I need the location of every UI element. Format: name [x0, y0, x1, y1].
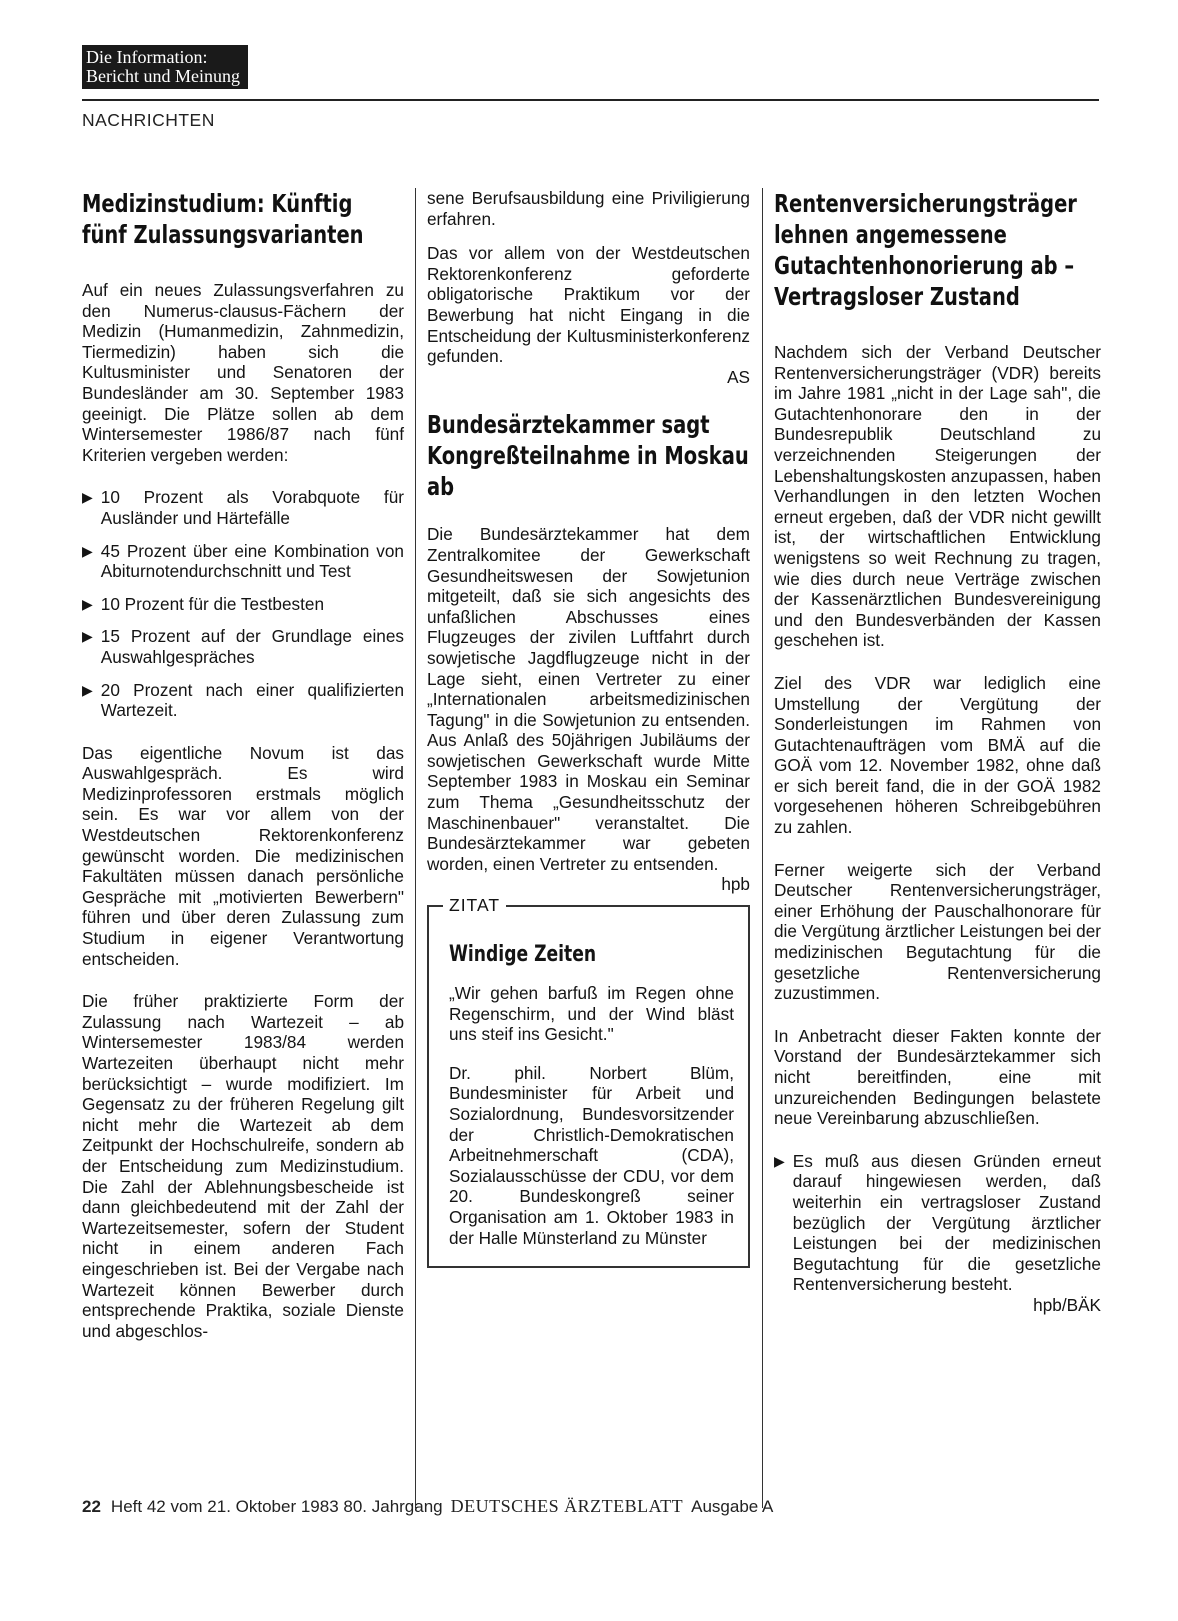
article-title: Bundesärztekammer sagt Kongreßteilnahme in Moskau ab [427, 410, 749, 502]
list-item [82, 594, 404, 615]
paragraph-continuation: sene Berufsausbildung eine Priviligierung erfahren. [427, 188, 750, 229]
article-title: Medizinstudium: Künftig fünf Zulassungsvarianten [82, 189, 364, 249]
badge-line-2: Bericht und Meinung [86, 66, 240, 86]
list-item [82, 541, 404, 582]
column-divider-1 [415, 188, 416, 1508]
article-rentenversicherung [774, 188, 1101, 1316]
paragraph: Die früher praktizierte Form der Zulassung nach Wartezeit – ab Wintersemester 1983/84 werden Wartezeiten überhaupt nicht mehr berücksichtigt – wurde modifiziert. Im Gegensatz zu der früheren Regelung gilt nicht mehr die Wartezeit ab dem Zeitpunkt der Hochschulreife, sondern ab der Entscheidung zum Medizinstudium. Die Zahl der Ablehnungsbescheide ist dann gleichbedeutend mit der Zahl der Wartezeitsemester, sofern der Student nicht in einem anderen Fach eingeschrieben ist. Bei der Vergabe nach Wartezeit können Bewerber durch entsprechende Praktika, soziale Dienste und abgeschlos- [82, 991, 404, 1341]
quote-source: Dr. phil. Norbert Blüm, Bundesminister für Arbeit und Sozialordnung, Bundesvorsitzender der Christlich-Demokratischen Arbeitnehmerschaft (CDA), Sozialausschüsse der CDU, vor dem 20. Bundeskongreß seiner Organisation am 1. Oktober 1983 in der Halle Münsterland zu Münster [449, 1062, 734, 1248]
paragraph: Auf ein neues Zulassungsverfahren zu den Numerus-clausus-Fächern der Medizin (Humanmedizin, Zahnmedizin, Tiermedizin) haben sich die Kultusminister und Senatoren der Bundesländer am 30. September 1983 geeinigt. Die Plätze sollen ab dem Wintersemester 1986/87 nach fünf Kriterien vergeben werden: [82, 280, 404, 465]
article-medizinstudium [82, 188, 404, 1341]
edition-label: Ausgabe A [691, 1497, 774, 1516]
triangle-bullet-icon: ▶ [82, 542, 93, 559]
list-item [82, 626, 404, 667]
paragraph: Das eigentliche Novum ist das Auswahlgespräch. Es wird Medizinprofessoren erstmals möglich sein. Es war vor allem von der Westdeutschen Rektorenkonferenz gewünscht worden. Die medizinischen Fakultäten müssen danach persönliche Gespräche mit „motivierten Bewerbern" führen und über deren Zulassung zum Studium in eigener Verantwortung entscheiden. [82, 742, 404, 969]
section-label: NACHRICHTEN [82, 110, 215, 130]
quote-box-label: ZITAT [443, 895, 506, 916]
author-sign: hpb/BÄK [1033, 1294, 1101, 1315]
paragraph: Das vor allem von der Westdeutschen Rektorenkonferenz geforderte obligatorische Praktikum vor der Bewerbung hat nicht Eingang in die Entscheidung der Kultusministerkonferenz gefunden. [427, 243, 750, 367]
page-number: 22 [82, 1497, 101, 1516]
header-rule [82, 99, 1099, 101]
triangle-bullet-icon: ▶ [82, 628, 93, 645]
list-item-text: 10 Prozent als Vorabquote für Ausländer und Härtefälle [100, 487, 404, 528]
paragraph: Ziel des VDR war lediglich eine Umstellung der Vergütung der Sonderleistungen im Rahmen von Gutachtenaufträgen vom BMÄ auf die GOÄ vom 12. November 1982, ohne daß er sich bereit fand, die in der GOÄ 1982 vorgesehenen höheren Schreibgebühren zu zahlen. [774, 672, 1101, 838]
triangle-bullet-icon: ▶ [774, 1152, 785, 1169]
publication-name: DEUTSCHES ÄRZTEBLATT [450, 1496, 684, 1516]
list-item [774, 1151, 1101, 1295]
paragraph: Die Bundesärztekammer hat dem Zentralkomitee der Gewerkschaft Gesundheitswesen der Sowjetunion mitgeteilt, daß sie sich angesichts des unfaßlichen Abschusses eines Flugzeuges der zivilen Luftfahrt durch sowjetische Jagdflugzeuge nicht in der Lage sieht, einen Vertreter zu einer „Internationalen arbeitsmedizinischen Tagung" in die Sowjetunion zu entsenden. Aus Anlaß des 50jährigen Jubiläums der sowjetischen Gewerkschaft wurde Mitte September 1983 in Moskau ein Seminar zum Thema „Gesundheitsschutz der Maschinenbauer" veranstaltet. Die Bundesärztekammer war gebeten worden, einen Vertreter zu entsenden. [427, 524, 750, 874]
triangle-bullet-icon: ▶ [82, 489, 93, 506]
list-item-text: 10 Prozent für die Testbesten [100, 593, 325, 614]
quote-box [427, 895, 750, 1268]
paragraph: Nachdem sich der Verband Deutscher Rentenversicherungsträger (VDR) bereits im Jahre 1981 „nicht in der Lage sah", die Gutachtenhonorare den in der Bundesrepublik Deutschland zu verzeichnenden Steigerungen der Lebenshaltungskosten anzupassen, haben Verhandlungen in den letzten Wochen erneut ergeben, daß der VDR nicht gewillt ist, der wirtschaftlichen Entwicklung wenigstens so weit Rechnung zu tragen, wie dies durch neue Verträge zwischen der Kassenärztlichen Bundesvereinigung und den Bundesverbänden der Kassen geschehen ist. [774, 342, 1101, 651]
header-badge [82, 45, 248, 89]
issue-info: Heft 42 vom 21. Oktober 1983 80. Jahrgang [110, 1497, 443, 1516]
list-item [82, 487, 404, 528]
quote-text: „Wir gehen barfuß im Regen ohne Regenschirm, und der Wind bläst uns steif ins Gesicht." [449, 983, 734, 1045]
author-sign: hpb [721, 874, 750, 895]
list-item-text: 45 Prozent über eine Kombination von Abiturnotendurchschnitt und Test [100, 540, 404, 582]
paragraph: In Anbetracht dieser Fakten konnte der Vorstand der Bundesärztekammer sich nicht bereitfinden, eine mit unzureichenden Bedingungen belastete neue Vereinbarung abzuschließen. [774, 1025, 1101, 1129]
list-item [82, 680, 404, 721]
badge-line-1: Die Information: [86, 47, 208, 67]
triangle-bullet-icon: ▶ [82, 595, 93, 612]
quote-title: Windige Zeiten [449, 942, 597, 968]
column-divider-2 [762, 188, 763, 1508]
list-item-text: 15 Prozent auf der Grundlage eines Auswahlgespräches [100, 626, 404, 667]
article-title: Rentenversicherungsträger lehnen angemessene Gutachtenhonorierung ab – Vertragsloser Zustand [774, 189, 1077, 311]
column-2 [427, 188, 750, 1268]
paragraph: Ferner weigerte sich der Verband Deutscher Rentenversicherungsträger, einer Erhöhung der Pauschalhonorare für die Vergütung ärztlicher Leistungen bei der medizinischen Begutachtung für die gesetzliche Rentenversicherung zuzustimmen. [774, 859, 1101, 1004]
paragraph: Es muß aus diesen Gründen erneut darauf hingewiesen werden, daß weiterhin ein vertragsloser Zustand bezüglich der Vergütung ärztlicher Leistungen bei der medizinischen Begutachtung für die gesetzliche Rentenversicherung besteht. [792, 1150, 1101, 1295]
page-footer [82, 1496, 773, 1517]
triangle-bullet-icon: ▶ [82, 681, 93, 698]
list-item-text: 20 Prozent nach einer qualifizierten Wartezeit. [100, 679, 404, 721]
author-sign: AS [727, 366, 750, 387]
